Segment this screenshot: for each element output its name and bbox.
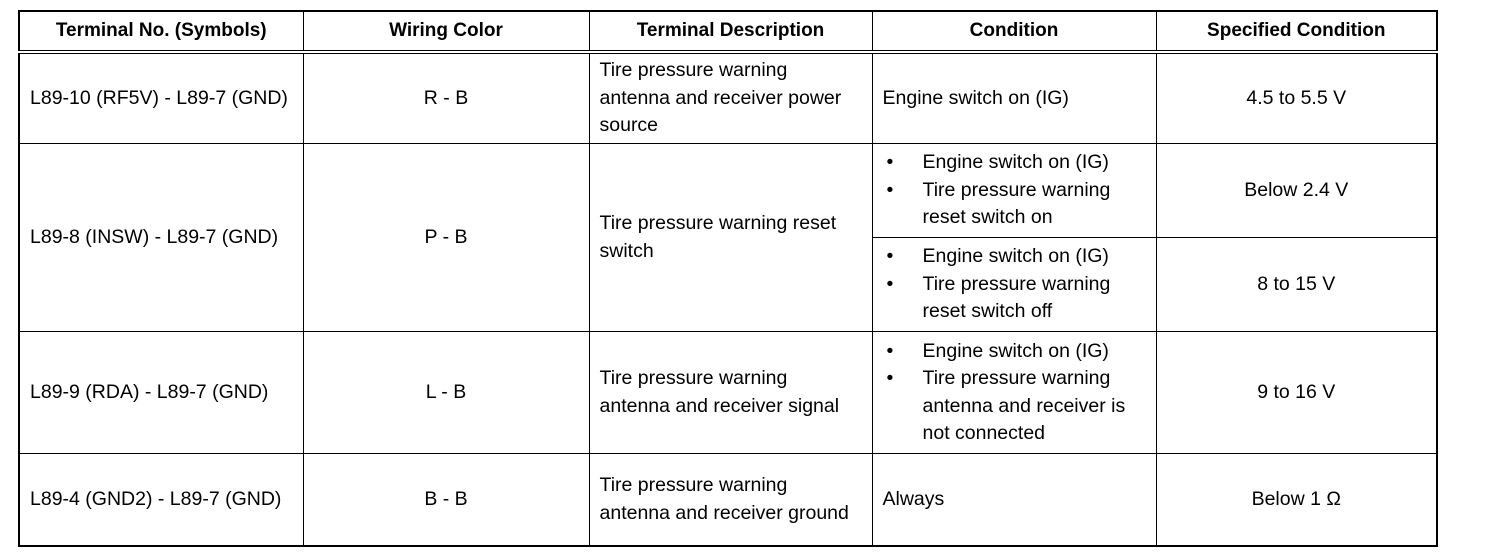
condition-cell bbox=[872, 332, 1156, 454]
condition-bullet: • Engine switch on (IG) bbox=[883, 243, 1146, 271]
condition-bullet-list bbox=[883, 149, 1146, 232]
description-cell: Tire pressure warning antenna and receiver power source bbox=[589, 52, 872, 144]
header-wiring-color: Wiring Color bbox=[303, 11, 589, 52]
description-cell: Tire pressure warning antenna and receiver ground bbox=[589, 454, 872, 547]
description-cell: Tire pressure warning reset switch bbox=[589, 144, 872, 332]
specified-condition-cell: 8 to 15 V bbox=[1156, 238, 1437, 332]
table-row bbox=[19, 144, 1437, 238]
header-condition: Condition bbox=[872, 11, 1156, 52]
terminal-cell: L89-10 (RF5V) - L89-7 (GND) bbox=[19, 52, 303, 144]
condition-bullet: • Engine switch on (IG) bbox=[883, 338, 1146, 366]
terminal-cell: L89-4 (GND2) - L89-7 (GND) bbox=[19, 454, 303, 547]
condition-bullet-list bbox=[883, 338, 1146, 448]
terminal-spec-table bbox=[18, 10, 1438, 547]
specified-condition-cell: Below 1 Ω bbox=[1156, 454, 1437, 547]
condition-bullet: • Tire pressure warning reset switch off bbox=[883, 271, 1146, 326]
specified-condition-cell: 4.5 to 5.5 V bbox=[1156, 52, 1437, 144]
header-terminal: Terminal No. (Symbols) bbox=[19, 11, 303, 52]
specified-condition-cell: Below 2.4 V bbox=[1156, 144, 1437, 238]
specified-condition-cell: 9 to 16 V bbox=[1156, 332, 1437, 454]
description-cell: Tire pressure warning antenna and receiver signal bbox=[589, 332, 872, 454]
table-header bbox=[19, 11, 1437, 52]
condition-bullet: • Tire pressure warning reset switch on bbox=[883, 177, 1146, 232]
table-row bbox=[19, 52, 1437, 144]
wiring-color-cell: B - B bbox=[303, 454, 589, 547]
table-row bbox=[19, 454, 1437, 547]
condition-bullet-list bbox=[883, 243, 1146, 326]
condition-cell: Always bbox=[872, 454, 1156, 547]
condition-bullet: • Engine switch on (IG) bbox=[883, 149, 1146, 177]
wiring-color-cell: R - B bbox=[303, 52, 589, 144]
condition-cell: Engine switch on (IG) bbox=[872, 52, 1156, 144]
condition-cell bbox=[872, 144, 1156, 238]
header-specified-condition: Specified Condition bbox=[1156, 11, 1437, 52]
terminal-cell: L89-9 (RDA) - L89-7 (GND) bbox=[19, 332, 303, 454]
header-terminal-description: Terminal Description bbox=[589, 11, 872, 52]
wiring-color-cell: P - B bbox=[303, 144, 589, 332]
condition-cell bbox=[872, 238, 1156, 332]
condition-bullet: • Tire pressure warning antenna and receiver is not connected bbox=[883, 365, 1146, 448]
table-row bbox=[19, 332, 1437, 454]
wiring-color-cell: L - B bbox=[303, 332, 589, 454]
terminal-cell: L89-8 (INSW) - L89-7 (GND) bbox=[19, 144, 303, 332]
